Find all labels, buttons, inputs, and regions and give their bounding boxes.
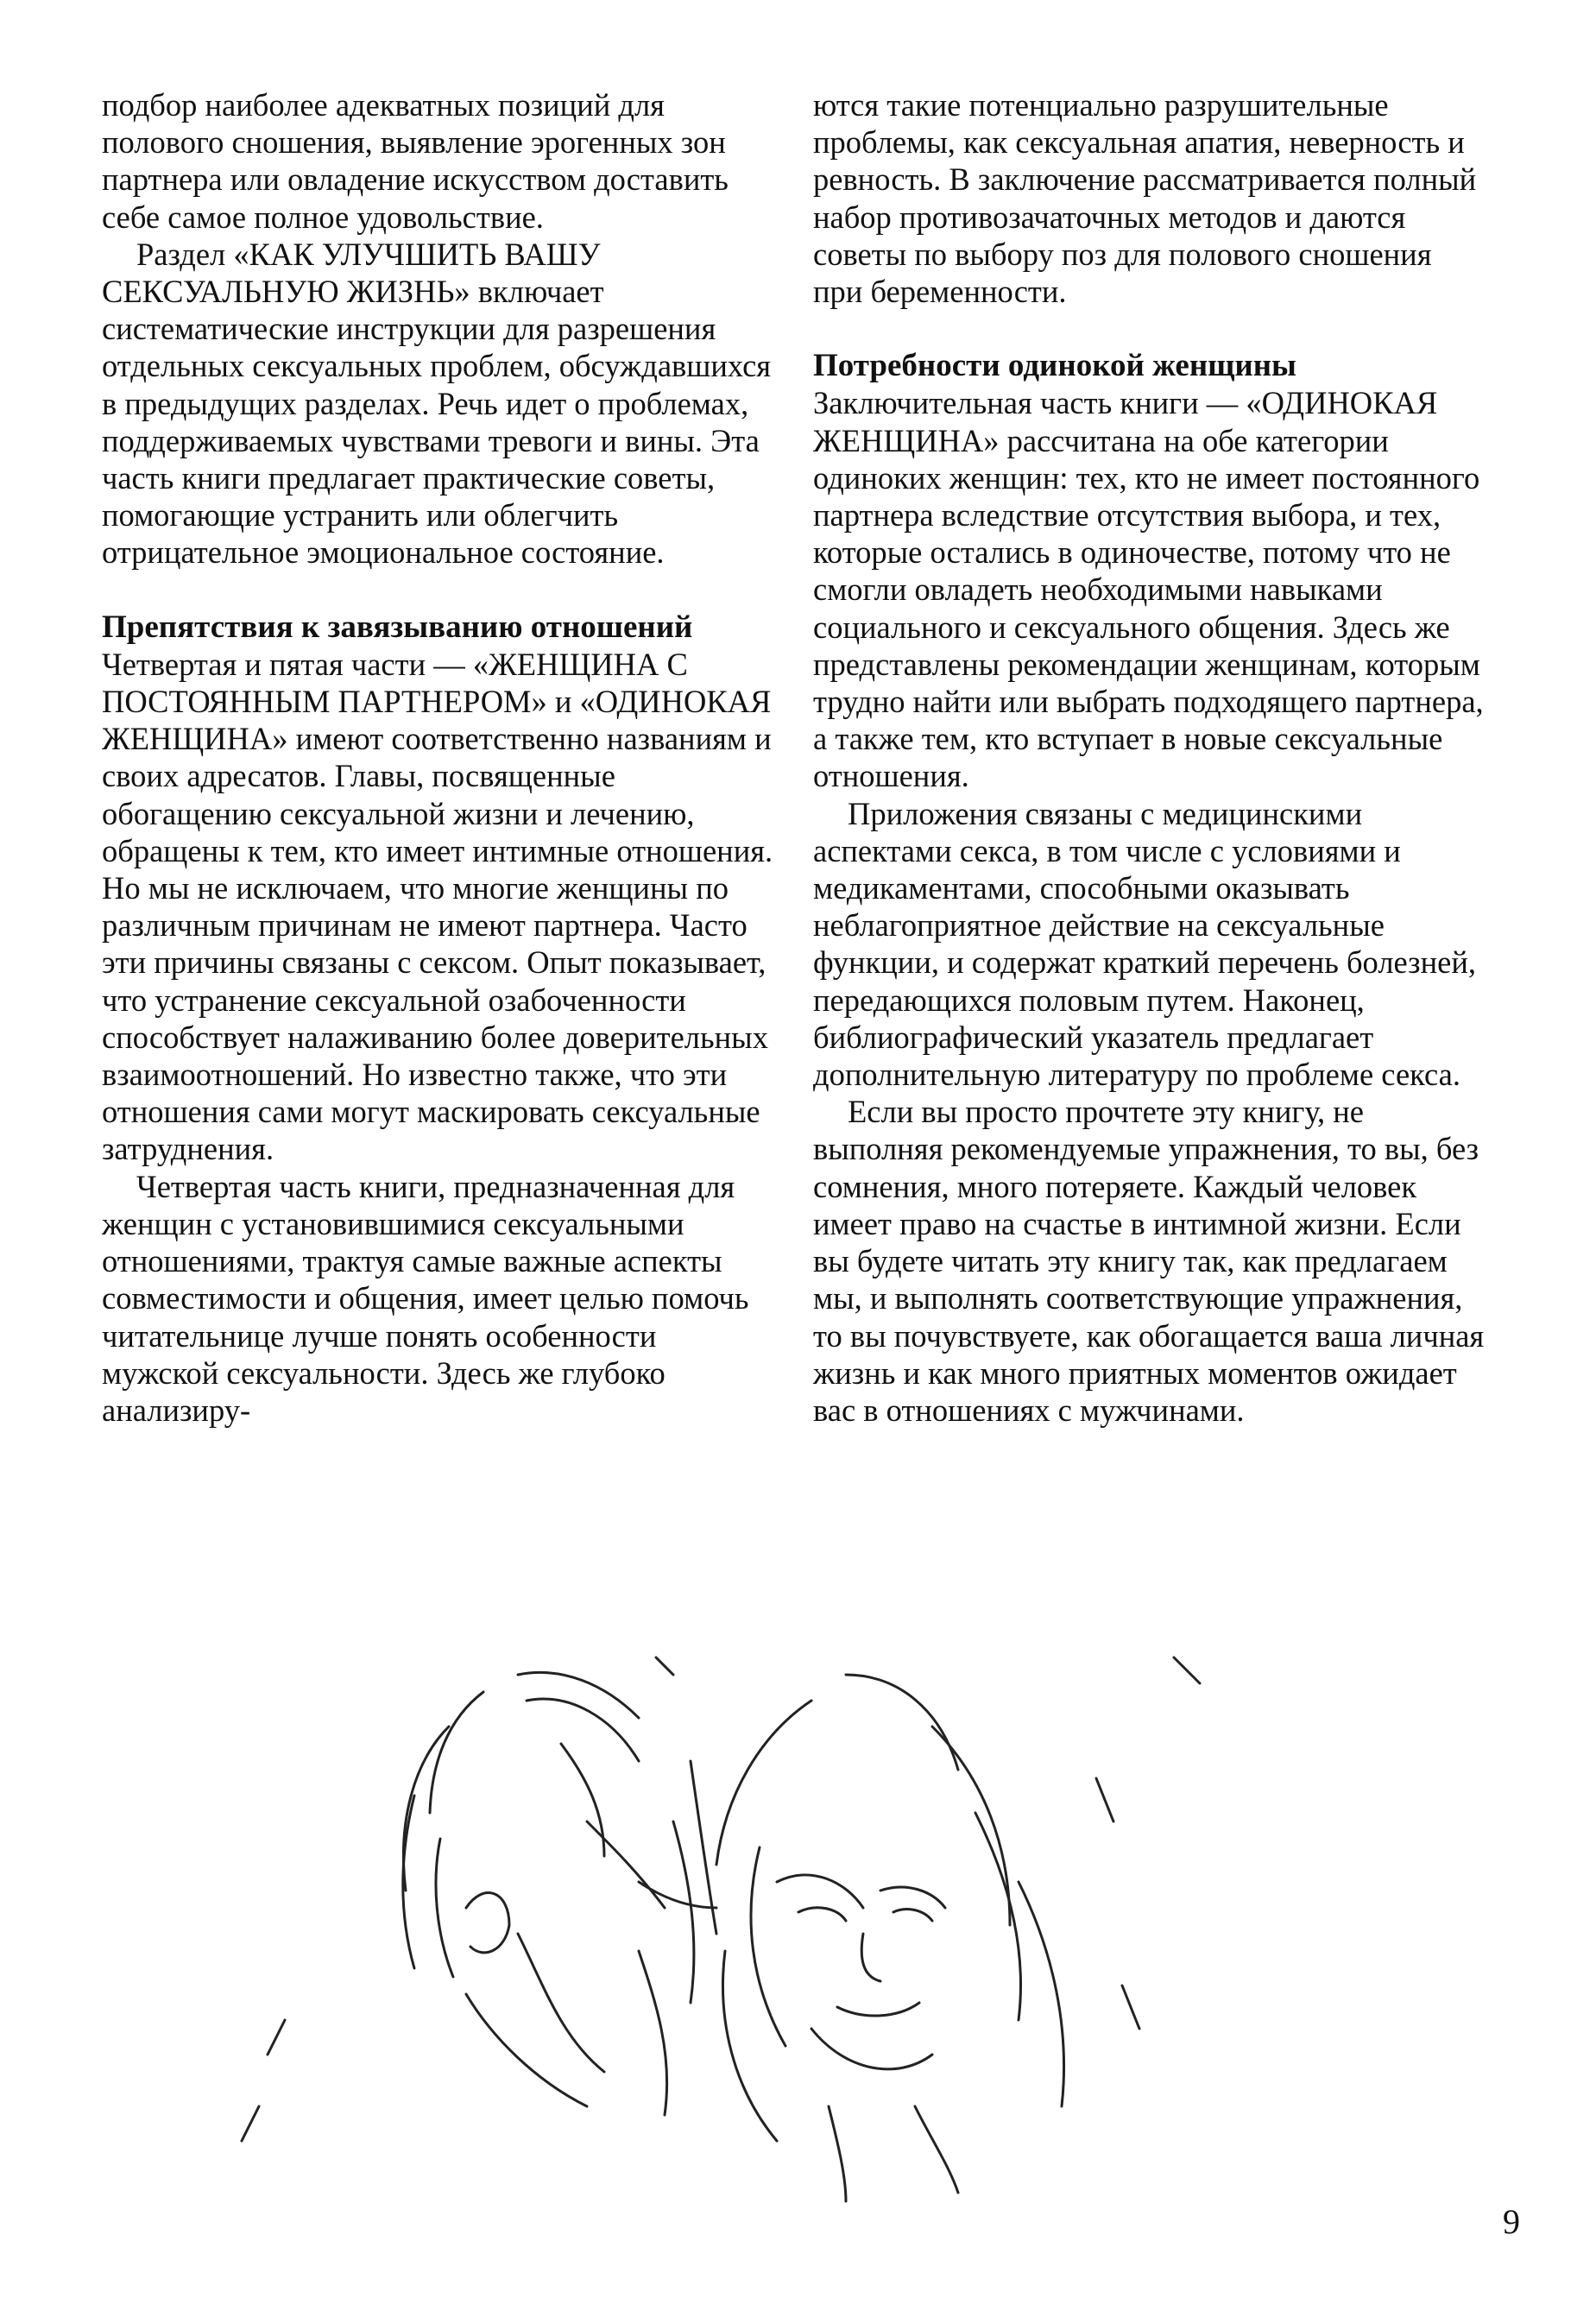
paragraph: Четвертая и пятая части — «ЖЕНЩИНА С ПОСТОЯННЫМ ПАРТНЕРОМ» и «ОДИНОКАЯ ЖЕНЩИНА» имеют соответственно названиям и своих адресатов. Главы, посвященные обогащению сексуальной жизни и лечению, обращены к тем, кто имеет интимные отношения. Но мы не исключаем, что многие женщины по различным причинам не имеют партнера. Часто эти причины связаны с сексом. Опыт показывает, что устранение сексуальной озабоченности способствует налаживанию более доверительных взаимоотношений. Но известно также, что эти отношения сами могут маскировать сексуальные затруднения. bbox=[102, 646, 773, 1167]
paragraph: Если вы просто прочтете эту книгу, не выполняя рекомендуемые упражнения, то вы, без сомнения, много потеряете. Каждый человек имеет право на счастье в интимной жизни. Если вы будете читать эту книгу так, как предлагаем мы, и выполнять соответствующие упражнения, то вы почувствуете, как обогащается ваша личная жизнь и как много приятных моментов ожидает вас в отношениях с мужчинами. bbox=[813, 1094, 1485, 1428]
page-number: 9 bbox=[1503, 2202, 1520, 2241]
couple-sketch-illustration bbox=[155, 1623, 1295, 2210]
right-column bbox=[813, 86, 1486, 1429]
paragraph: Приложения связаны с медицинскими аспектами секса, в том числе с условиями и медикаментами, способными оказывать неблагоприятное действие на сексуальные функции, и содержат краткий перечень болезней, передающихся половым путем. Наконец, библиографический указатель предлагает дополнительную литературу по проблеме секса. bbox=[813, 795, 1476, 1093]
paragraph: Раздел «КАК УЛУЧШИТЬ ВАШУ СЕКСУАЛЬНУЮ ЖИЗНЬ» включает систематические инструкции для разрешения отдельных сексуальных проблем, обсуждавшихся в предыдущих разделах. Речь идет о проблемах, поддерживаемых чувствами тревоги и вины. Эта часть книги предлагает практические советы, помогающие устранить или облегчить отрицательное эмоциональное состояние. bbox=[102, 236, 772, 571]
section-heading: Препятствия к завязыванию отношений bbox=[102, 609, 693, 645]
paragraph: подбор наиболее адекватных позиций для полового сношения, выявление эрогенных зон партнера или овладение искусством доставить себе самое полное удовольствие. bbox=[102, 87, 729, 235]
section-heading: Потребности одинокой женщины bbox=[813, 348, 1296, 384]
paragraph: Заключительная часть книги — «ОДИНОКАЯ ЖЕНЩИНА» рассчитана на обе категории одиноких женщин: тех, кто не имеет постоянного партнера вследствие отсутствия выбора, и тех, которые остались в одиночестве, потому что не смогли овладеть необходимыми навыками социального и сексуального общения. Здесь же представлены рекомендации женщинам, которым трудно найти или выбрать подходящего партнера, а также тем, кто вступает в новые сексуальные отношения. bbox=[813, 385, 1484, 794]
paragraph: ются такие потенциально разрушительные проблемы, как сексуальная апатия, неверность и ревность. В заключение рассматривается полный набор противозачаточных методов и даются советы по выбору поз для полового сношения при беременности. bbox=[813, 87, 1477, 310]
paragraph: Четвертая часть книги, предназначенная для женщин с установившимися сексуальными отношениями, трактуя самые важные аспекты совместимости и общения, имеет целью помочь читательнице лучше понять особенности мужской сексуальности. Здесь же глубоко анализиру- bbox=[102, 1168, 749, 1428]
left-column bbox=[102, 86, 775, 1429]
